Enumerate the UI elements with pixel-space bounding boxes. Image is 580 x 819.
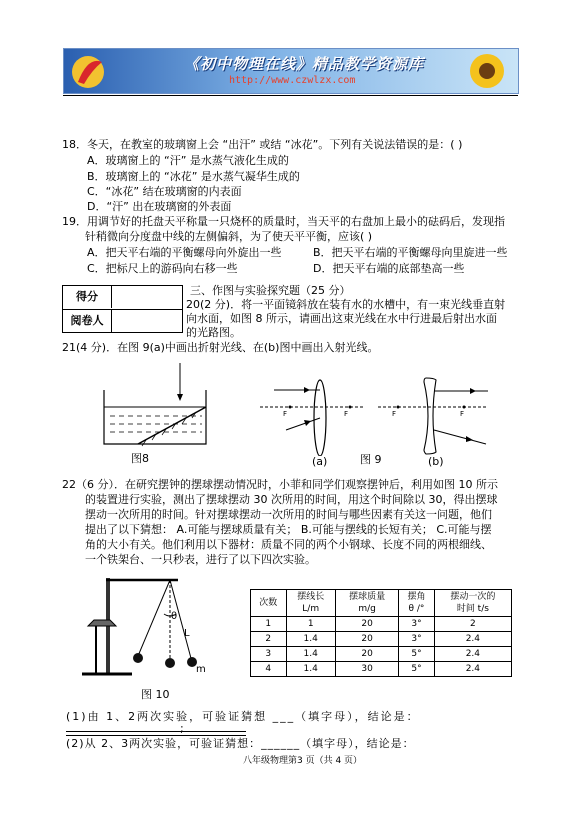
table-cell: 20 xyxy=(335,632,398,647)
table-cell: 2.4 xyxy=(434,662,511,677)
table-row xyxy=(251,662,512,677)
score-row-2 xyxy=(63,309,182,332)
table-cell: 20 xyxy=(335,647,398,662)
grader-label: 阅卷人 xyxy=(63,310,112,332)
q19-option-b: B．把天平右端的平衡螺母向里旋进一些 xyxy=(313,246,508,259)
q19-option-d: D．把天平右端的底部垫高一些 xyxy=(313,262,465,275)
sunflower-icon xyxy=(459,51,515,91)
table-header-cell: 摆线长 L/m xyxy=(286,590,335,617)
header-banner xyxy=(63,48,519,94)
figure-10-length-label: L xyxy=(184,628,190,639)
q18-option-b: B．玻璃窗上的 “冰花” 是水蒸气凝华生成的 xyxy=(87,170,300,183)
table-header-row xyxy=(251,590,512,617)
q22-sub-1: (1)由 1、2两次实验，可验证猜想 ___（填字母），结论是： xyxy=(66,710,420,723)
logo-icon xyxy=(70,52,110,90)
q20-line-2: 向水面，如图 8 所示，请画出这束光线在水中行进最后射出水面 xyxy=(186,312,497,325)
q19-stem-2: 针稍微向分度盘中线的左侧偏斜，为了使天平平衡，应该( ) xyxy=(85,230,373,243)
figure-9a-label: (a) xyxy=(312,455,328,468)
q22-sub-2: (2)从 2、3两次实验，可验证猜想：______（填字母），结论是： xyxy=(66,737,415,750)
banner-title: 《初中物理在线》精品教学资源库 xyxy=(184,55,425,73)
table-cell: 2.4 xyxy=(434,632,511,647)
q18-option-a: A．玻璃窗上的 “汗” 是水蒸气液化生成的 xyxy=(87,154,289,167)
table-cell: 1.4 xyxy=(286,647,335,662)
q20-line-1: 20(2 分)．将一平面镜斜放在装有水的水槽中，有一束光线垂直射 xyxy=(186,298,506,311)
score-box xyxy=(62,285,183,333)
q19-option-c: C．把标尺上的游码向右移一些 xyxy=(87,262,238,275)
table-cell: 1.4 xyxy=(286,662,335,677)
q22-line-1: 22（6 分）．在研究摆钟的摆球摆动情况时，小菲和同学们观察摆钟后，利用如图 10 所示 xyxy=(62,478,498,491)
answer-line-1[interactable] xyxy=(66,731,246,732)
figure-10-theta: θ xyxy=(171,611,178,622)
experiment-table xyxy=(250,589,512,677)
table-cell: 3° xyxy=(399,617,435,632)
q22-line-3: 摆动一次所用的时间。针对摆球摆动一次所用的时间与哪些因素有关这一问题，他们 xyxy=(85,508,492,521)
table-header-cell: 摆球质量 m/g xyxy=(335,590,398,617)
figure-9-caption: 图 9 xyxy=(360,453,382,466)
figure-9b-focus-right: F xyxy=(460,410,465,418)
figure-9b-focus-left: F xyxy=(392,410,397,418)
q21-text: 21(4 分)．在图 9(a)中画出折射光线、在(b)图中画出入射光线。 xyxy=(62,341,379,354)
table-cell: 2 xyxy=(434,617,511,632)
figure-8 xyxy=(98,360,213,448)
figure-8-caption: 图8 xyxy=(131,452,149,465)
q20-line-3: 的光路图。 xyxy=(186,326,241,339)
q22-line-4: 提出了以下猜想： A.可能与摆球质量有关； B.可能与摆线的长短有关； C.可能与摆 xyxy=(85,523,492,536)
table-cell: 2 xyxy=(251,632,287,647)
figure-9a-focus-right: F xyxy=(344,410,349,418)
table-cell: 3° xyxy=(399,632,435,647)
q19-stem-1: 19．用调节好的托盘天平称量一只烧杯的质量时，当天平的右盘加上最小的砝码后，发现指 xyxy=(62,215,505,228)
table-header-cell: 摆动一次的 时间 t/s xyxy=(434,590,511,617)
table-row xyxy=(251,617,512,632)
table-header-cell: 摆角 θ /° xyxy=(399,590,435,617)
banner-url[interactable]: http://www.czwlzx.com xyxy=(229,75,356,86)
q22-line-2: 的装置进行实验，测出了摆球摆动 30 次所用的时间，用这个时间除以 30，得出摆球 xyxy=(85,493,498,506)
answer-line-1b[interactable] xyxy=(66,735,246,736)
table-cell: 5° xyxy=(399,647,435,662)
q22-sub-1-end: ; xyxy=(180,722,184,735)
table-cell: 1 xyxy=(251,617,287,632)
figure-10-caption: 图 10 xyxy=(141,688,170,701)
header-rule xyxy=(63,95,518,96)
table-row xyxy=(251,632,512,647)
q22-line-5: 角的大小有关。他们利用以下器材：质量不同的两个小钢球、长度不同的两根细线、 xyxy=(85,538,492,551)
q22-line-6: 一个铁架台、一只秒表，进行了以下四次实验。 xyxy=(85,553,316,566)
q18-option-d: D．“汗” 出在玻璃窗的外表面 xyxy=(87,200,232,213)
q18-option-c: C．“冰花” 结在玻璃窗的内表面 xyxy=(87,185,242,198)
page-footer: 八年级物理第3 页（共 4 页） xyxy=(243,756,363,766)
table-cell: 1.4 xyxy=(286,632,335,647)
figure-9b-label: (b) xyxy=(428,455,444,468)
figure-9a-convex-lens xyxy=(260,378,364,456)
table-row xyxy=(251,647,512,662)
table-header-cell: 次数 xyxy=(251,590,287,617)
figure-9a-focus-left: F xyxy=(283,410,288,418)
table-cell: 2.4 xyxy=(434,647,511,662)
score-label: 得分 xyxy=(63,286,112,308)
section3-title: 三、作图与实验探究题（25 分） xyxy=(190,284,351,297)
table-cell: 30 xyxy=(335,662,398,677)
q18-stem: 18．冬天，在教室的玻璃窗上会 “出汗” 或结 “冰花”。下列有关说法错误的是：( ) xyxy=(62,138,463,151)
q19-option-a: A．把天平右端的平衡螺母向外旋出一些 xyxy=(87,246,282,259)
table-cell: 5° xyxy=(399,662,435,677)
figure-10-mass-label: m xyxy=(196,664,206,675)
table-cell: 3 xyxy=(251,647,287,662)
table-cell: 4 xyxy=(251,662,287,677)
table-cell: 1 xyxy=(286,617,335,632)
table-cell: 20 xyxy=(335,617,398,632)
